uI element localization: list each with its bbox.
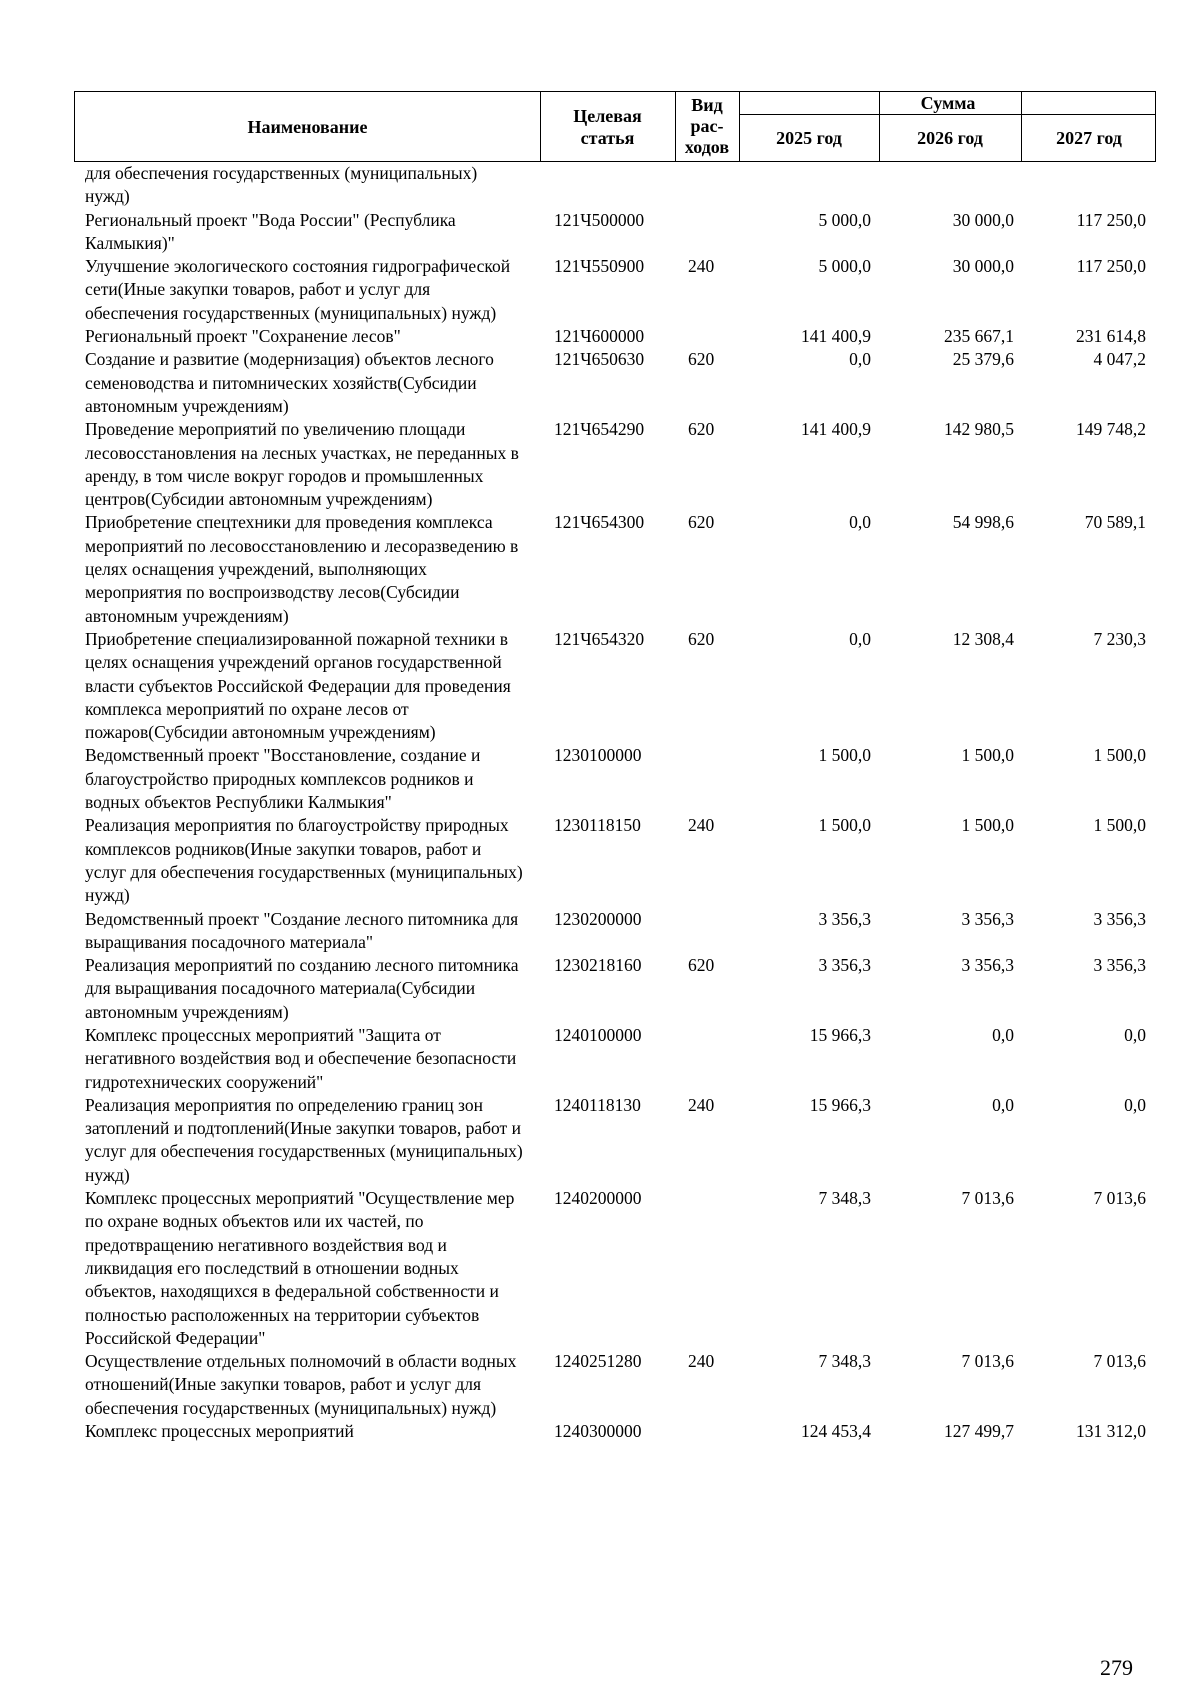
row-2026: 1 500,0	[961, 815, 1014, 836]
row-vid: 240	[688, 256, 715, 277]
row-2027: 117 250,0	[1076, 209, 1146, 230]
header-2027: 2027 год	[1056, 128, 1122, 148]
row-2027: 3 356,3	[1093, 908, 1146, 929]
table-row	[74, 744, 1156, 814]
row-code: 1230100000	[554, 745, 642, 766]
row-name: Приобретение специализированной пожарной техники в целях оснащения учреждений органов государственной власти субъектов Российской Федерации для проведения комплекса мероприятий по охране лесов от пожаров(Субсидии автономным учреждениям)	[85, 628, 511, 743]
row-name: для обеспечения государственных (муниципальных) нужд)	[85, 163, 478, 207]
table-header	[74, 91, 1156, 162]
row-2027: 0,0	[1124, 1094, 1146, 1115]
row-code: 1230200000	[554, 908, 642, 929]
row-2025: 0,0	[849, 512, 871, 533]
row-2027: 7 013,6	[1093, 1351, 1146, 1372]
table-row	[74, 348, 1156, 418]
row-code: 1230118150	[554, 815, 641, 836]
row-code: 121Ч654290	[554, 419, 645, 440]
table-row	[74, 1420, 1156, 1443]
table-row	[74, 209, 1156, 256]
row-vid: 620	[688, 628, 715, 649]
table-row	[74, 255, 1156, 325]
row-2027: 117 250,0	[1076, 256, 1146, 277]
row-name: Региональный проект "Сохранение лесов"	[85, 326, 401, 347]
row-2026: 1 500,0	[961, 745, 1014, 766]
row-name: Региональный проект "Вода России" (Республика Калмыкия)"	[85, 209, 456, 253]
header-vid-line2: рас-	[690, 116, 724, 136]
row-2027: 70 589,1	[1084, 512, 1146, 533]
row-vid: 620	[688, 955, 715, 976]
row-2026: 0,0	[992, 1024, 1014, 1045]
row-name: Осуществление отдельных полномочий в области водных отношений(Иные закупки товаров, работ и услуг для обеспечения государственных (муниципальных) нужд)	[85, 1351, 517, 1418]
header-code-line1: Целевая	[573, 105, 642, 126]
row-2025: 1 500,0	[818, 815, 871, 836]
row-2026: 54 998,6	[952, 512, 1014, 533]
row-2025: 15 966,3	[809, 1024, 871, 1045]
header-vid-line1: Вид	[691, 95, 723, 115]
row-code: 121Ч500000	[554, 209, 645, 230]
table-row	[74, 162, 1156, 209]
table-body	[74, 162, 1156, 1443]
row-2027: 4 047,2	[1093, 349, 1146, 370]
row-2025: 124 453,4	[801, 1421, 871, 1442]
row-2025: 7 348,3	[818, 1351, 871, 1372]
table-row	[74, 908, 1156, 955]
row-code: 1240118130	[554, 1094, 641, 1115]
row-2026: 127 499,7	[944, 1421, 1014, 1442]
row-2026: 25 379,6	[952, 349, 1014, 370]
row-2025: 141 400,9	[801, 326, 871, 347]
table-row	[74, 628, 1156, 744]
table-row	[74, 1024, 1156, 1094]
row-code: 121Ч654320	[554, 628, 645, 649]
row-2027: 7 230,3	[1093, 628, 1146, 649]
row-name: Реализация мероприятия по благоустройству природных комплексов родников(Иные закупки товаров, работ и услуг для обеспечения государственных (муниципальных) нужд)	[85, 815, 523, 906]
row-code: 1240200000	[554, 1188, 642, 1209]
table-row	[74, 1350, 1156, 1420]
header-vid-line3: ходов	[684, 137, 730, 157]
row-2026: 7 013,6	[961, 1188, 1014, 1209]
row-2027: 1 500,0	[1093, 815, 1146, 836]
row-code: 121Ч654300	[554, 512, 645, 533]
row-name: Комплекс процессных мероприятий	[85, 1421, 354, 1442]
row-code: 1240251280	[554, 1351, 642, 1372]
header-2025: 2025 год	[776, 128, 842, 148]
row-2025: 0,0	[849, 628, 871, 649]
header-name: Наименование	[247, 116, 368, 137]
row-2025: 0,0	[849, 349, 871, 370]
row-2027: 3 356,3	[1093, 955, 1146, 976]
row-name: Ведомственный проект "Создание лесного питомника для выращивания посадочного материала"	[85, 908, 519, 952]
row-name: Приобретение спецтехники для проведения комплекса мероприятий по лесовосстановлению и лесоразведению в целях оснащения учреждений, выполняющих мероприятия по воспроизводству лесов(Субсидии автономным учреждениям)	[85, 512, 519, 626]
row-name: Реализация мероприятий по созданию лесного питомника для выращивания посадочного материала(Субсидии автономным учреждениям)	[85, 955, 519, 1022]
row-name: Комплекс процессных мероприятий "Осуществление мер по охране водных объектов или их частей, по предотвращению негативного воздействия вод и ликвидация его последствий в отношении водных объектов, находящихся в федеральной собственности и полностью расположенных на территории субъектов Российской Федерации"	[85, 1188, 515, 1348]
row-code: 121Ч650630	[554, 349, 645, 370]
row-2027: 0,0	[1124, 1024, 1146, 1045]
row-2025: 1 500,0	[818, 745, 871, 766]
row-2027: 7 013,6	[1093, 1188, 1146, 1209]
row-vid: 620	[688, 419, 715, 440]
row-2026: 12 308,4	[952, 628, 1014, 649]
header-code	[540, 92, 675, 161]
row-2026: 3 356,3	[961, 955, 1014, 976]
table-row	[74, 1187, 1156, 1350]
header-code-line2: статья	[580, 127, 635, 148]
row-2025: 5 000,0	[818, 209, 871, 230]
row-2026: 0,0	[992, 1094, 1014, 1115]
row-2027: 1 500,0	[1093, 745, 1146, 766]
header-2026: 2026 год	[917, 128, 983, 148]
table-row	[74, 511, 1156, 627]
row-name: Улучшение экологического состояния гидрографической сети(Иные закупки товаров, работ и услуг для обеспечения государственных (муниципальных) нужд)	[85, 256, 511, 323]
row-code: 1240300000	[554, 1421, 642, 1442]
row-vid: 240	[688, 815, 715, 836]
row-vid: 240	[688, 1351, 715, 1372]
row-vid: 620	[688, 349, 715, 370]
table-row	[74, 814, 1156, 907]
row-code: 121Ч550900	[554, 256, 645, 277]
header-sum: Сумма	[920, 93, 976, 113]
table-row	[74, 954, 1156, 1024]
row-2025: 3 356,3	[818, 955, 871, 976]
row-name: Реализация мероприятия по определению границ зон затоплений и подтоплений(Иные закупки товаров, работ и услуг для обеспечения государственных (муниципальных) нужд)	[85, 1094, 523, 1185]
table-row	[74, 418, 1156, 511]
row-2025: 141 400,9	[801, 419, 871, 440]
row-2026: 7 013,6	[961, 1351, 1014, 1372]
row-2026: 30 000,0	[952, 209, 1014, 230]
row-name: Проведение мероприятий по увеличению площади лесовосстановления на лесных участках, не переданных в аренду, в том числе вокруг городов и промышленных центров(Субсидии автономным учреждениям)	[85, 419, 519, 510]
page-number: 279	[1100, 1655, 1133, 1680]
row-vid: 620	[688, 512, 715, 533]
row-2027: 231 614,8	[1076, 326, 1146, 347]
row-name: Создание и развитие (модернизация) объектов лесного семеноводства и питомнических хозяйств(Субсидии автономным учреждениям)	[85, 349, 494, 416]
row-name: Комплекс процессных мероприятий "Защита от негативного воздействия вод и обеспечение безопасности гидротехнических сооружений"	[85, 1024, 517, 1092]
row-vid: 240	[688, 1094, 715, 1115]
row-2025: 15 966,3	[809, 1094, 871, 1115]
row-2025: 3 356,3	[818, 908, 871, 929]
row-code: 1240100000	[554, 1024, 642, 1045]
row-2027: 131 312,0	[1076, 1421, 1146, 1442]
row-2025: 7 348,3	[818, 1188, 871, 1209]
row-2026: 235 667,1	[944, 326, 1014, 347]
row-2026: 3 356,3	[961, 908, 1014, 929]
row-code: 121Ч600000	[554, 326, 645, 347]
row-code: 1230218160	[554, 955, 642, 976]
row-2026: 142 980,5	[944, 419, 1014, 440]
table-row	[74, 1094, 1156, 1187]
row-2027: 149 748,2	[1076, 419, 1146, 440]
row-2025: 5 000,0	[818, 256, 871, 277]
table-row	[74, 325, 1156, 348]
row-2026: 30 000,0	[952, 256, 1014, 277]
row-name: Ведомственный проект "Восстановление, создание и благоустройство природных комплексов родников и водных объектов Республики Калмыкия"	[85, 745, 481, 813]
header-vid	[675, 92, 739, 161]
